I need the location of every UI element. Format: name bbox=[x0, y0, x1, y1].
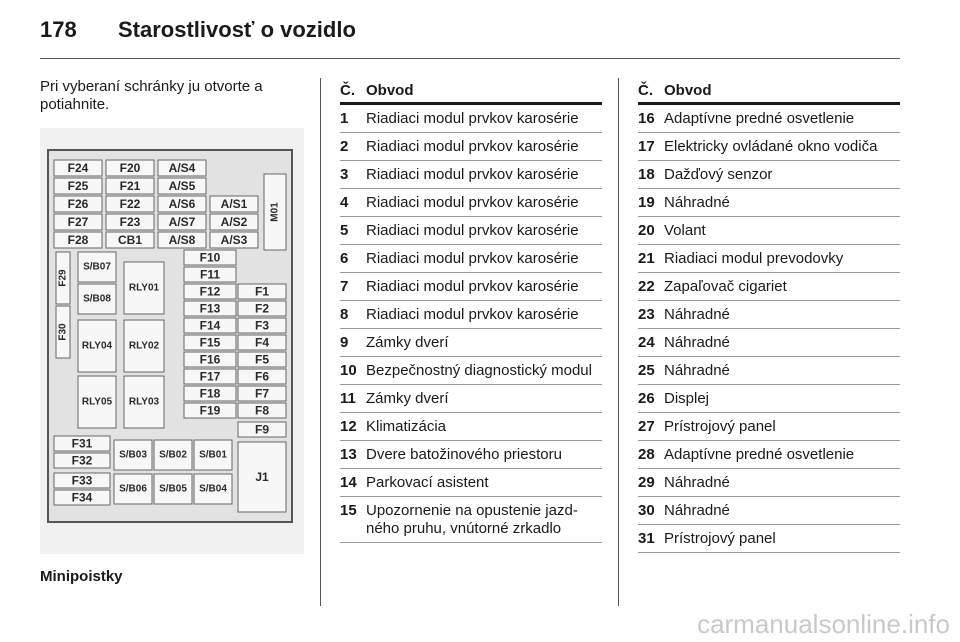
table-row bbox=[340, 217, 602, 245]
fuse-slot-label: F5 bbox=[254, 352, 270, 367]
fuse-slot bbox=[106, 214, 154, 230]
header-number: Č. bbox=[340, 82, 355, 99]
circuit-name: Prístrojový panel bbox=[664, 530, 776, 547]
fuse-slot-label: F28 bbox=[67, 233, 89, 247]
fuse-slot-label: RLY05 bbox=[81, 396, 113, 408]
fuse-slot-label: S/B05 bbox=[159, 483, 187, 495]
fuse-number: 2 bbox=[340, 138, 349, 155]
fuse-slot-label: F30 bbox=[57, 323, 69, 341]
fuse-slot-label: A/S4 bbox=[168, 161, 196, 175]
table-row bbox=[340, 273, 602, 301]
fuse-slot-label: F1 bbox=[254, 284, 270, 299]
fuse-slot bbox=[54, 436, 110, 451]
fuse-number: 19 bbox=[638, 194, 655, 211]
page-number: 178 bbox=[40, 17, 77, 42]
fuse-slot bbox=[210, 196, 258, 212]
figure-caption: Minipoistky bbox=[40, 568, 123, 585]
fuse-number: 18 bbox=[638, 166, 655, 183]
fuse-number: 7 bbox=[340, 278, 349, 295]
fuse-slot-label: F23 bbox=[119, 215, 141, 229]
fuse-slot-label: F11 bbox=[199, 267, 221, 282]
table-row bbox=[638, 105, 900, 133]
fuse-slot-label: F32 bbox=[71, 453, 93, 468]
fuse-slot bbox=[78, 376, 116, 428]
header-number: Č. bbox=[638, 82, 653, 99]
fuse-number: 3 bbox=[340, 166, 349, 183]
header-circuit: Obvod bbox=[664, 82, 712, 99]
fuse-number: 13 bbox=[340, 446, 357, 463]
fuse-slot-label: A/S6 bbox=[168, 197, 196, 211]
table-row bbox=[638, 441, 900, 469]
column-separator-left bbox=[320, 78, 321, 606]
fuse-slot-label: F17 bbox=[199, 369, 221, 384]
table-row bbox=[340, 189, 602, 217]
fuse-slot-label: F18 bbox=[199, 386, 221, 401]
fuse-slot bbox=[194, 474, 232, 504]
fuse-slot-label: J1 bbox=[255, 470, 269, 484]
fuse-slot-label: F20 bbox=[119, 161, 141, 175]
table-row bbox=[638, 245, 900, 273]
table-body-part2 bbox=[638, 105, 900, 553]
table-row bbox=[638, 469, 900, 497]
fuse-slot bbox=[158, 196, 206, 212]
table-row bbox=[340, 441, 602, 469]
table-row bbox=[638, 161, 900, 189]
fuse-number: 25 bbox=[638, 362, 655, 379]
table-row bbox=[340, 329, 602, 357]
fuse-slot bbox=[238, 369, 286, 384]
circuit-name: Riadiaci modul prevodovky bbox=[664, 250, 844, 267]
table-row bbox=[340, 469, 602, 497]
fuse-slot-label: S/B04 bbox=[199, 483, 227, 495]
fuse-slot-label: F34 bbox=[71, 490, 93, 505]
fuse-slot-label: S/B07 bbox=[83, 261, 111, 273]
table-row bbox=[638, 133, 900, 161]
fuse-slot-label: F26 bbox=[67, 197, 89, 211]
fuse-slot bbox=[158, 178, 206, 194]
fuse-slot bbox=[210, 232, 258, 248]
fuse-number: 9 bbox=[340, 334, 349, 351]
fuse-number: 15 bbox=[340, 502, 357, 519]
fuse-slot-label: RLY04 bbox=[81, 340, 113, 352]
fuse-slot-label: F14 bbox=[199, 318, 221, 333]
fuse-slot-label: S/B08 bbox=[83, 293, 111, 305]
circuit-name: Dvere batožinového priestoru bbox=[366, 446, 562, 463]
fuse-slot bbox=[184, 403, 236, 418]
fuse-slot-label: F6 bbox=[254, 369, 270, 384]
fuse-number: 28 bbox=[638, 446, 655, 463]
fuse-slot-label: F24 bbox=[67, 161, 89, 175]
circuit-name: Riadiaci modul prvkov karosérie bbox=[366, 250, 579, 267]
circuit-name: Náhradné bbox=[664, 362, 730, 379]
table-row bbox=[340, 497, 602, 543]
fuse-number: 31 bbox=[638, 530, 655, 547]
fuse-table-part1 bbox=[340, 78, 602, 543]
circuit-name: Upozornenie na opustenie jazd-ného pruhu, vnútorné zrkadlo bbox=[366, 502, 578, 537]
fuse-slot bbox=[54, 160, 102, 176]
fuse-slot-label: F9 bbox=[254, 422, 270, 437]
table-row bbox=[340, 245, 602, 273]
fuse-number: 6 bbox=[340, 250, 349, 267]
fuse-number: 24 bbox=[638, 334, 655, 351]
fuse-slot bbox=[158, 232, 206, 248]
fuse-slot bbox=[238, 335, 286, 350]
fuse-slot-label: F4 bbox=[254, 335, 270, 350]
column-separator-right bbox=[618, 78, 619, 606]
fuse-number: 30 bbox=[638, 502, 655, 519]
table-row bbox=[340, 413, 602, 441]
fuse-slot-label: F33 bbox=[71, 473, 93, 488]
fuse-slot bbox=[56, 306, 70, 358]
fuse-slot bbox=[184, 352, 236, 367]
fuse-slot bbox=[238, 318, 286, 333]
fuse-slot-label: F7 bbox=[254, 386, 270, 401]
fuse-number: 14 bbox=[340, 474, 357, 491]
fuse-slot bbox=[54, 196, 102, 212]
table-row bbox=[638, 413, 900, 441]
table-row bbox=[638, 301, 900, 329]
circuit-name: Riadiaci modul prvkov karosérie bbox=[366, 306, 579, 323]
watermark: carmanualsonline.info bbox=[697, 609, 950, 639]
fuse-number: 5 bbox=[340, 222, 349, 239]
fuse-slot bbox=[54, 232, 102, 248]
table-body-part1 bbox=[340, 105, 602, 543]
header-rule bbox=[40, 58, 900, 59]
fuse-slot-label: F3 bbox=[254, 318, 270, 333]
fuse-slot bbox=[106, 178, 154, 194]
header-circuit: Obvod bbox=[366, 82, 414, 99]
fuse-slot bbox=[124, 376, 164, 428]
circuit-name: Zámky dverí bbox=[366, 390, 449, 407]
table-row bbox=[340, 301, 602, 329]
fuse-slot-label: A/S2 bbox=[220, 215, 248, 229]
fuse-number: 29 bbox=[638, 474, 655, 491]
fuse-slot bbox=[158, 160, 206, 176]
circuit-name: Riadiaci modul prvkov karosérie bbox=[366, 166, 579, 183]
fuse-slot-label: F15 bbox=[199, 335, 221, 350]
circuit-name: Náhradné bbox=[664, 334, 730, 351]
fuse-box-svg bbox=[40, 128, 304, 554]
fuse-slot bbox=[54, 453, 110, 468]
fuse-number: 22 bbox=[638, 278, 655, 295]
table-header bbox=[340, 78, 602, 105]
fuse-slot-label: A/S1 bbox=[220, 197, 248, 211]
fuse-slot-label: F8 bbox=[254, 403, 270, 418]
fuse-slot bbox=[78, 284, 116, 314]
fuse-number: 26 bbox=[638, 390, 655, 407]
table-row bbox=[638, 497, 900, 525]
fuse-slot bbox=[238, 422, 286, 437]
fuse-slot-label: F2 bbox=[254, 301, 270, 316]
fuse-number: 8 bbox=[340, 306, 349, 323]
fuse-slot bbox=[238, 284, 286, 299]
circuit-name: Riadiaci modul prvkov karosérie bbox=[366, 110, 579, 127]
fuse-number: 16 bbox=[638, 110, 655, 127]
fuse-number: 20 bbox=[638, 222, 655, 239]
circuit-name: Riadiaci modul prvkov karosérie bbox=[366, 222, 579, 239]
fuse-slot bbox=[184, 250, 236, 265]
fuse-number: 11 bbox=[340, 390, 356, 407]
circuit-name: Bezpečnostný diagnostický modul bbox=[366, 362, 592, 379]
table-row bbox=[638, 357, 900, 385]
fuse-slot bbox=[154, 474, 192, 504]
circuit-name: Zámky dverí bbox=[366, 334, 449, 351]
fuse-slot bbox=[54, 178, 102, 194]
fuse-number: 21 bbox=[638, 250, 655, 267]
circuit-name: Prístrojový panel bbox=[664, 418, 776, 435]
circuit-name: Náhradné bbox=[664, 194, 730, 211]
fuse-slot-label: F19 bbox=[199, 403, 221, 418]
fuse-slot-label: F27 bbox=[67, 215, 89, 229]
fuse-slot bbox=[184, 284, 236, 299]
fuse-slot-label: F29 bbox=[57, 269, 69, 287]
fuse-slot bbox=[184, 301, 236, 316]
intro-text: Pri vyberaní schránky ju otvorte a potiahnite. bbox=[40, 78, 263, 113]
table-row bbox=[340, 133, 602, 161]
fuse-slot bbox=[184, 335, 236, 350]
fuse-slot bbox=[238, 352, 286, 367]
table-row bbox=[638, 273, 900, 301]
fuse-slot-label: A/S3 bbox=[220, 233, 248, 247]
circuit-name: Parkovací asistent bbox=[366, 474, 489, 491]
fuse-slot bbox=[106, 196, 154, 212]
fuse-number: 12 bbox=[340, 418, 357, 435]
circuit-name: Riadiaci modul prvkov karosérie bbox=[366, 278, 579, 295]
fuse-table-part2 bbox=[638, 78, 900, 553]
fuse-slot-label: A/S5 bbox=[168, 179, 196, 193]
fuse-slot bbox=[124, 262, 164, 314]
circuit-name: Náhradné bbox=[664, 474, 730, 491]
table-row bbox=[638, 329, 900, 357]
fuse-number: 4 bbox=[340, 194, 349, 211]
fuse-number: 23 bbox=[638, 306, 655, 323]
fuse-slot-label: F31 bbox=[71, 436, 93, 451]
fuse-slot bbox=[114, 474, 152, 504]
fuse-number: 27 bbox=[638, 418, 655, 435]
circuit-name: Adaptívne predné osvetlenie bbox=[664, 446, 855, 463]
fuse-slot-label: A/S8 bbox=[168, 233, 196, 247]
fuse-slot-label: RLY01 bbox=[128, 282, 160, 294]
fuse-box-diagram bbox=[40, 128, 304, 554]
table-row bbox=[340, 105, 602, 133]
fuse-slot bbox=[54, 490, 110, 505]
table-row bbox=[638, 525, 900, 553]
fuse-slot-label: RLY02 bbox=[128, 340, 160, 352]
fuse-slot bbox=[158, 214, 206, 230]
circuit-name: Riadiaci modul prvkov karosérie bbox=[366, 194, 579, 211]
fuse-slot bbox=[238, 386, 286, 401]
circuit-name: Dažďový senzor bbox=[664, 166, 773, 183]
fuse-slot-label: F13 bbox=[199, 301, 221, 316]
table-row bbox=[638, 189, 900, 217]
fuse-slot bbox=[184, 267, 236, 282]
fuse-slot bbox=[238, 442, 286, 512]
fuse-slot-label: F25 bbox=[67, 179, 89, 193]
fuse-slot bbox=[264, 174, 286, 250]
circuit-name: Displej bbox=[664, 390, 710, 407]
circuit-name: Klimatizácia bbox=[366, 418, 447, 435]
fuse-slot bbox=[238, 301, 286, 316]
fuse-slot bbox=[114, 440, 152, 470]
fuse-number: 17 bbox=[638, 138, 655, 155]
fuse-slot-label: A/S7 bbox=[168, 215, 196, 229]
fuse-slot bbox=[106, 232, 154, 248]
circuit-name: Volant bbox=[664, 222, 706, 239]
fuse-slot-label: F21 bbox=[119, 179, 141, 193]
fuse-slot bbox=[124, 320, 164, 372]
circuit-name: Náhradné bbox=[664, 306, 730, 323]
fuse-slot bbox=[184, 318, 236, 333]
fuse-slot-label: F16 bbox=[199, 352, 221, 367]
table-row bbox=[638, 217, 900, 245]
fuse-slot bbox=[238, 403, 286, 418]
fuse-slot-label: F22 bbox=[119, 197, 141, 211]
fuse-slot bbox=[56, 252, 70, 304]
fuse-number: 10 bbox=[340, 362, 357, 379]
fuse-slot bbox=[184, 386, 236, 401]
circuit-name: Adaptívne predné osvetlenie bbox=[664, 110, 855, 127]
circuit-name: Elektricky ovládané okno vodiča bbox=[664, 138, 878, 155]
fuse-slot bbox=[154, 440, 192, 470]
table-row bbox=[340, 385, 602, 413]
table-header bbox=[638, 78, 900, 105]
circuit-name: Zapaľovač cigariet bbox=[664, 278, 787, 295]
fuse-slot-label: CB1 bbox=[117, 233, 143, 247]
fuse-slot-label: S/B06 bbox=[119, 483, 147, 495]
fuse-number: 1 bbox=[340, 110, 349, 127]
fuse-slot-label: F12 bbox=[199, 284, 221, 299]
fuse-slot bbox=[78, 252, 116, 282]
table-row bbox=[340, 357, 602, 385]
fuse-slot-label: M01 bbox=[269, 202, 281, 222]
fuse-slot bbox=[54, 473, 110, 488]
page-title: Starostlivosť o vozidlo bbox=[118, 17, 356, 42]
fuse-slot bbox=[78, 320, 116, 372]
fuse-slot-label: S/B03 bbox=[119, 449, 147, 461]
fuse-slot bbox=[194, 440, 232, 470]
fuse-slot bbox=[210, 214, 258, 230]
table-row bbox=[340, 161, 602, 189]
circuit-name: Riadiaci modul prvkov karosérie bbox=[366, 138, 579, 155]
fuse-slot bbox=[184, 369, 236, 384]
fuse-slot-label: S/B01 bbox=[199, 449, 227, 461]
circuit-name: Náhradné bbox=[664, 502, 730, 519]
fuse-slot-label: F10 bbox=[199, 250, 221, 265]
fuse-slot-label: S/B02 bbox=[159, 449, 187, 461]
table-row bbox=[638, 385, 900, 413]
fuse-slot bbox=[54, 214, 102, 230]
fuse-slot bbox=[106, 160, 154, 176]
fuse-slot-label: RLY03 bbox=[128, 396, 160, 408]
